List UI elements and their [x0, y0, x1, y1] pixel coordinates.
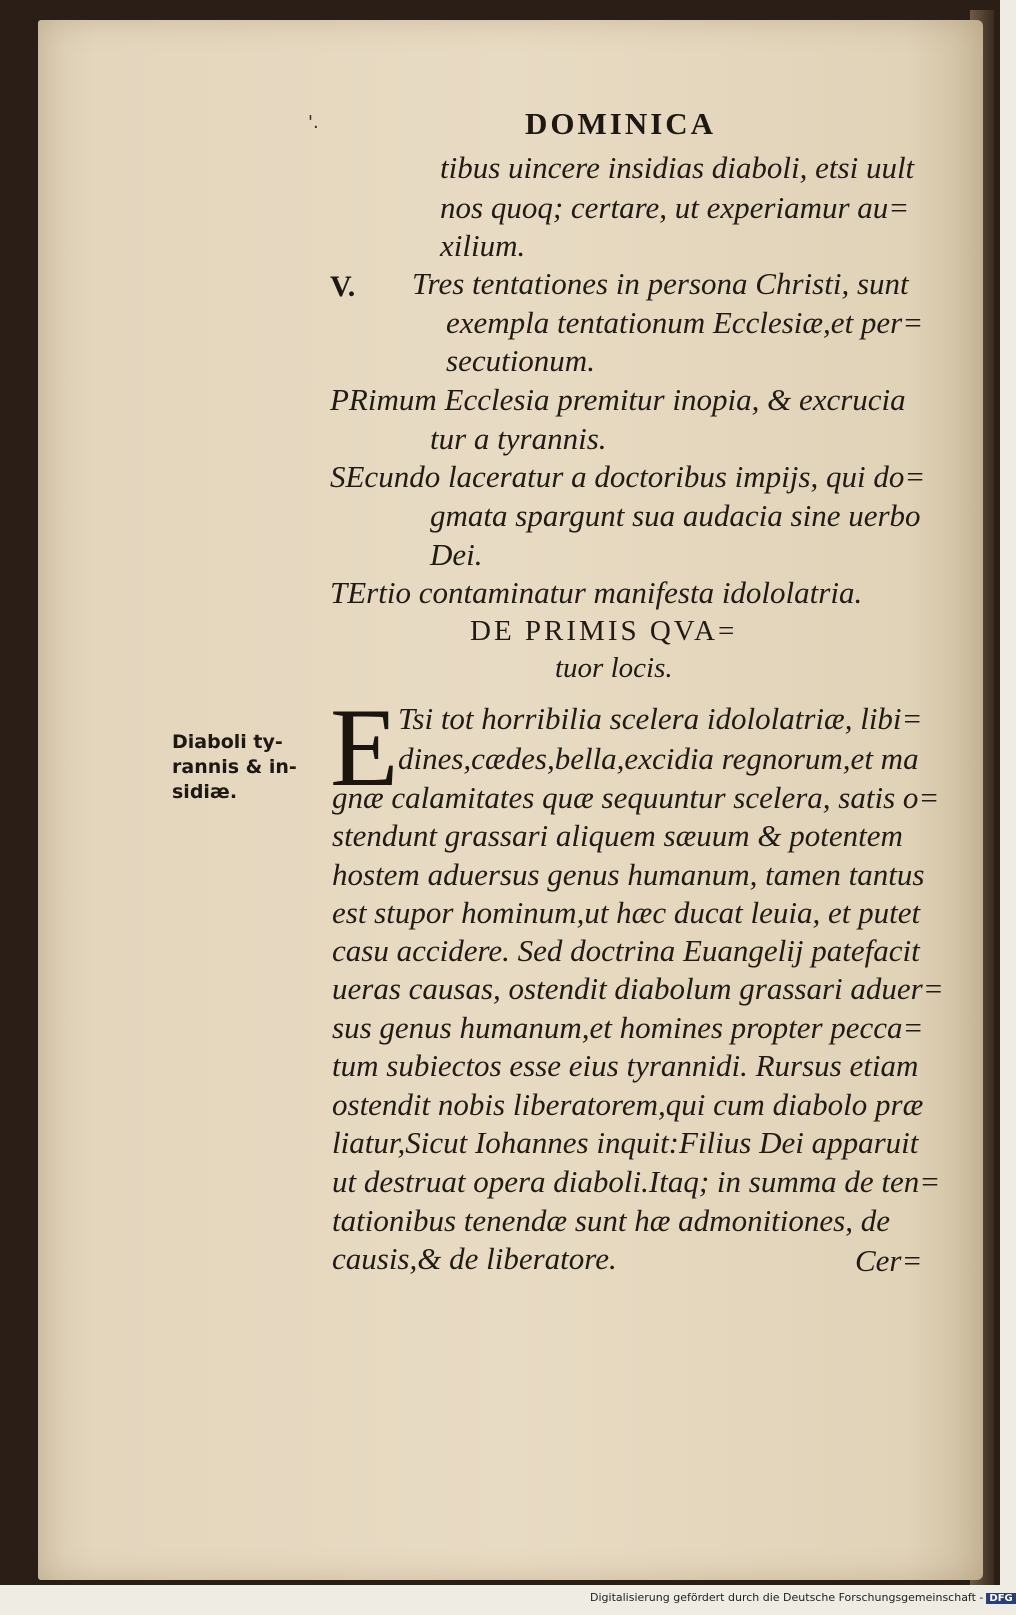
- body-line: causis,& de liberatore.: [332, 1241, 617, 1276]
- text-line: PRimum Ecclesia premitur inopia, & excrucia: [330, 382, 906, 417]
- text-line: Dei.: [430, 537, 483, 572]
- digitization-credit: [590, 1591, 1016, 1604]
- margin-note-line: Diaboli ty-: [172, 731, 283, 753]
- margin-note: [172, 730, 332, 805]
- page-mark: '.: [308, 112, 319, 133]
- body-line: est stupor hominum,ut hæc ducat leuia, et putet: [332, 895, 921, 930]
- body-line: tum subiectos esse eius tyrannidi. Rursus etiam: [332, 1048, 919, 1083]
- text-line: exempla tentationum Ecclesiæ,et per=: [446, 305, 924, 340]
- margin-note-line: rannis & in-: [172, 756, 297, 778]
- text-line: tur a tyrannis.: [430, 421, 607, 456]
- body-line: Tsi tot horribilia scelera idololatriæ, libi=: [398, 701, 923, 736]
- body-line: ueras causas, ostendit diabolum grassari aduer=: [332, 971, 944, 1006]
- text-line: tibus uincere insidias diaboli, etsi uult: [440, 150, 915, 185]
- text-line: Tres tentationes in persona Christi, sunt: [412, 266, 909, 301]
- text-line: secutionum.: [446, 343, 595, 378]
- body-line: stendunt grassari aliquem sæuum & potentem: [332, 818, 903, 853]
- body-line: tationibus tenendæ sunt hæ admonitiones, de: [332, 1203, 890, 1238]
- section-number: V.: [330, 270, 356, 303]
- catchword: Cer=: [855, 1243, 923, 1278]
- section-title-cont: tuor locis.: [555, 652, 673, 684]
- body-line: sus genus humanum,et homines propter pecca=: [332, 1010, 924, 1045]
- dropcap-initial: E: [330, 686, 399, 810]
- text-line: SEcundo laceratur a doctoribus impijs, qui do=: [330, 459, 926, 494]
- section-title: DE PRIMIS QVA=: [470, 615, 738, 647]
- body-line: casu accidere. Sed doctrina Euangelij patefacit: [332, 933, 920, 968]
- text-line: nos quoq; certare, ut experiamur au=: [440, 190, 910, 225]
- text-line: gmata spargunt sua audacia sine uerbo: [430, 498, 921, 533]
- body-line: liatur,Sicut Iohannes inquit:Filius Dei apparuit: [332, 1125, 919, 1160]
- running-head: DOMINICA: [525, 106, 717, 141]
- body-line: ut destruat opera diaboli.Itaq; in summa de ten=: [332, 1164, 941, 1199]
- dfg-logo: DFG: [986, 1593, 1015, 1604]
- text-line: xilium.: [440, 228, 526, 263]
- body-line: ostendit nobis liberatorem,qui cum diabolo præ: [332, 1087, 924, 1122]
- body-line: hostem aduersus genus humanum, tamen tantus: [332, 857, 925, 892]
- text-line: TErtio contaminatur manifesta idololatria.: [330, 575, 863, 610]
- body-line: gnæ calamitates quæ sequuntur scelera, satis o=: [332, 780, 940, 815]
- body-line: dines,cædes,bella,excidia regnorum,et ma: [398, 741, 919, 776]
- credit-text: Digitalisierung gefördert durch die Deutsche Forschungsgemeinschaft -: [590, 1591, 984, 1604]
- margin-note-line: sidiæ.: [172, 781, 238, 803]
